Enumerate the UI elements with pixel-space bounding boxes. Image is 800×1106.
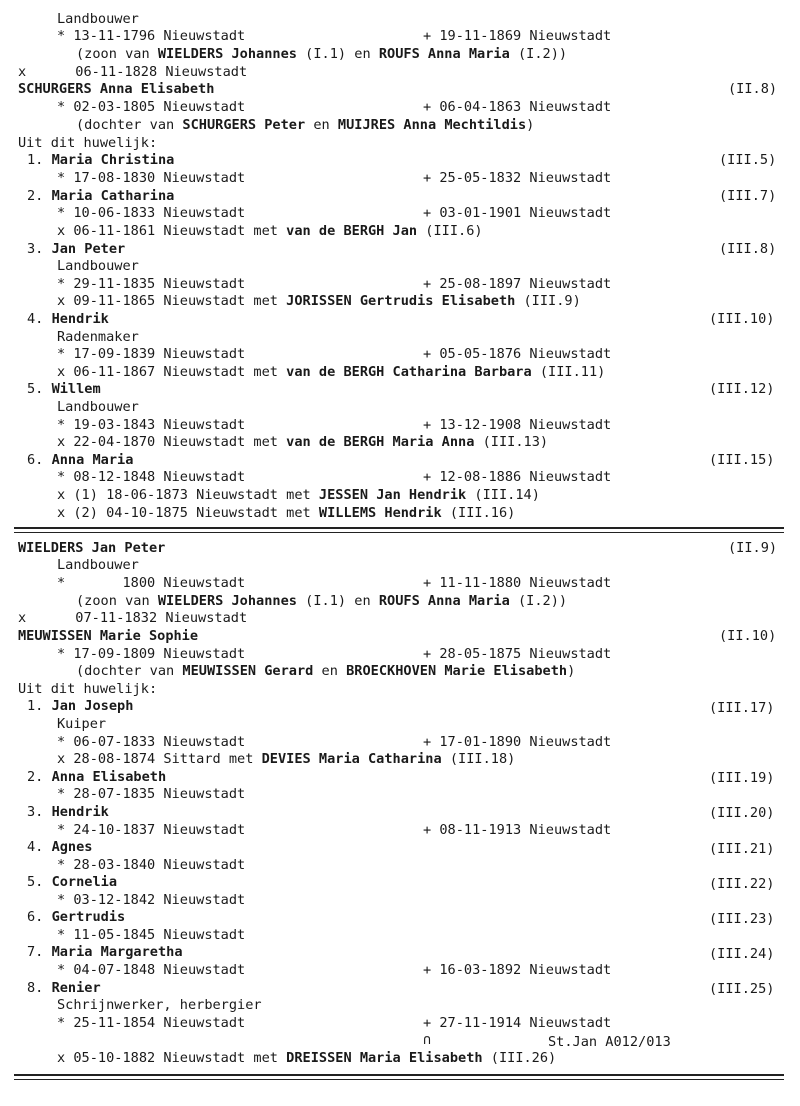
child-death: + 08-11-1913 Nieuwstadt: [423, 822, 612, 838]
birth-line: * 1800 Nieuwstadt: [57, 575, 246, 591]
child-birth: * 28-07-1835 Nieuwstadt: [57, 786, 246, 802]
child-birth: * 29-11-1835 Nieuwstadt: [57, 276, 246, 292]
child-marriage: x 28-08-1874 Sittard met DEVIES Maria Catharina (III.18): [57, 751, 516, 767]
child-birth: * 08-12-1848 Nieuwstadt: [57, 469, 246, 485]
child-entry: 6. Anna Maria: [27, 452, 134, 468]
section-divider: [14, 527, 784, 529]
burial-icon: ∩: [423, 1032, 432, 1048]
person-ref: (II.9): [728, 540, 778, 556]
child-marriage: x (1) 18-06-1873 Nieuwstadt met JESSEN Jan Hendrik (III.14): [57, 487, 540, 503]
child-entry: 5. Willem: [27, 381, 101, 397]
child-marriage-2: x (2) 04-10-1875 Nieuwstadt met WILLEMS Hendrik (III.16): [57, 505, 516, 521]
birth-line: * 13-11-1796 Nieuwstadt: [57, 28, 246, 44]
child-death: + 16-03-1892 Nieuwstadt: [423, 962, 612, 978]
child-birth: * 17-08-1830 Nieuwstadt: [57, 170, 246, 186]
section-divider: [14, 1074, 784, 1076]
child-entry: 2. Anna Elisabeth: [27, 769, 167, 785]
spouse-name: MEUWISSEN Marie Sophie: [18, 628, 199, 644]
child-entry: 1. Maria Christina: [27, 152, 175, 168]
children-header: Uit dit huwelijk:: [18, 681, 158, 697]
child-occupation: Schrijnwerker, herbergier: [57, 997, 262, 1013]
spouse-death: + 28-05-1875 Nieuwstadt: [423, 646, 612, 662]
child-birth: * 24-10-1837 Nieuwstadt: [57, 822, 246, 838]
child-entry: 7. Maria Margaretha: [27, 944, 183, 960]
child-entry: 6. Gertrudis: [27, 909, 126, 925]
child-birth: * 10-06-1833 Nieuwstadt: [57, 205, 246, 221]
spouse-ref: (II.8): [728, 81, 778, 97]
spouse-birth: * 17-09-1809 Nieuwstadt: [57, 646, 246, 662]
death-line: + 19-11-1869 Nieuwstadt: [423, 28, 612, 44]
marriage-line: x 06-11-1828 Nieuwstadt: [18, 64, 248, 80]
child-ref: (III.8): [719, 241, 777, 257]
child-occupation: Kuiper: [57, 716, 107, 732]
child-ref: (III.7): [719, 188, 777, 204]
child-death: + 05-05-1876 Nieuwstadt: [423, 346, 612, 362]
child-birth: * 06-07-1833 Nieuwstadt: [57, 734, 246, 750]
child-birth: * 03-12-1842 Nieuwstadt: [57, 892, 246, 908]
spouse-death: + 06-04-1863 Nieuwstadt: [423, 99, 612, 115]
child-entry: 8. Renier: [27, 980, 101, 996]
child-ref: (III.21): [709, 841, 775, 857]
child-marriage: x 22-04-1870 Nieuwstadt met van de BERGH Maria Anna (III.13): [57, 434, 549, 450]
child-burial: St.Jan A012/013: [548, 1034, 671, 1050]
child-birth: * 25-11-1854 Nieuwstadt: [57, 1015, 246, 1031]
child-marriage: x 06-11-1867 Nieuwstadt met van de BERGH Catharina Barbara (III.11): [57, 364, 606, 380]
child-occupation: Landbouwer: [57, 258, 139, 274]
child-marriage: x 06-11-1861 Nieuwstadt met van de BERGH Jan (III.6): [57, 223, 483, 239]
child-entry: 3. Hendrik: [27, 804, 109, 820]
child-death: + 13-12-1908 Nieuwstadt: [423, 417, 612, 433]
spouse-ref: (II.10): [719, 628, 777, 644]
child-birth: * 17-09-1839 Nieuwstadt: [57, 346, 246, 362]
child-birth: * 11-05-1845 Nieuwstadt: [57, 927, 246, 943]
occupation: Landbouwer: [57, 11, 139, 27]
child-occupation: Radenmaker: [57, 329, 139, 345]
child-ref: (III.24): [709, 946, 775, 962]
child-entry: 4. Hendrik: [27, 311, 109, 327]
child-ref: (III.15): [709, 452, 775, 468]
section-divider: [14, 532, 784, 533]
child-entry: 3. Jan Peter: [27, 241, 126, 257]
child-ref: (III.22): [709, 876, 775, 892]
child-occupation: Landbouwer: [57, 399, 139, 415]
spouse-birth: * 02-03-1805 Nieuwstadt: [57, 99, 246, 115]
child-ref: (III.5): [719, 152, 777, 168]
person-name: WIELDERS Jan Peter: [18, 540, 166, 556]
marriage-line: x 07-11-1832 Nieuwstadt: [18, 610, 248, 626]
child-death: + 25-08-1897 Nieuwstadt: [423, 276, 612, 292]
child-ref: (III.20): [709, 805, 775, 821]
child-ref: (III.25): [709, 981, 775, 997]
child-death: + 12-08-1886 Nieuwstadt: [423, 469, 612, 485]
occupation: Landbouwer: [57, 557, 139, 573]
child-ref: (III.19): [709, 770, 775, 786]
child-marriage: x 05-10-1882 Nieuwstadt met DREISSEN Maria Elisabeth (III.26): [57, 1050, 557, 1066]
child-death: + 03-01-1901 Nieuwstadt: [423, 205, 612, 221]
child-entry: 5. Cornelia: [27, 874, 118, 890]
parents-line: (zoon van WIELDERS Johannes (I.1) en ROUFS Anna Maria (I.2)): [76, 593, 568, 609]
parents-line: (zoon van WIELDERS Johannes (I.1) en ROUFS Anna Maria (I.2)): [76, 46, 568, 62]
child-death: + 25-05-1832 Nieuwstadt: [423, 170, 612, 186]
child-death: + 17-01-1890 Nieuwstadt: [423, 734, 612, 750]
child-birth: * 04-07-1848 Nieuwstadt: [57, 962, 246, 978]
death-line: + 11-11-1880 Nieuwstadt: [423, 575, 612, 591]
child-entry: 4. Agnes: [27, 839, 93, 855]
child-ref: (III.12): [709, 381, 775, 397]
child-birth: * 28-03-1840 Nieuwstadt: [57, 857, 246, 873]
child-ref: (III.23): [709, 911, 775, 927]
children-header: Uit dit huwelijk:: [18, 135, 158, 151]
child-ref: (III.17): [709, 700, 775, 716]
child-ref: (III.10): [709, 311, 775, 327]
spouse-parents: (dochter van MEUWISSEN Gerard en BROECKHOVEN Marie Elisabeth): [76, 663, 576, 679]
child-entry: 2. Maria Catharina: [27, 188, 175, 204]
child-birth: * 19-03-1843 Nieuwstadt: [57, 417, 246, 433]
spouse-parents: (dochter van SCHURGERS Peter en MUIJRES Anna Mechtildis): [76, 117, 535, 133]
child-entry: 1. Jan Joseph: [27, 698, 134, 714]
spouse-name: SCHURGERS Anna Elisabeth: [18, 81, 215, 97]
section-divider: [14, 1079, 784, 1080]
child-death: + 27-11-1914 Nieuwstadt: [423, 1015, 612, 1031]
child-marriage: x 09-11-1865 Nieuwstadt met JORISSEN Gertrudis Elisabeth (III.9): [57, 293, 581, 309]
